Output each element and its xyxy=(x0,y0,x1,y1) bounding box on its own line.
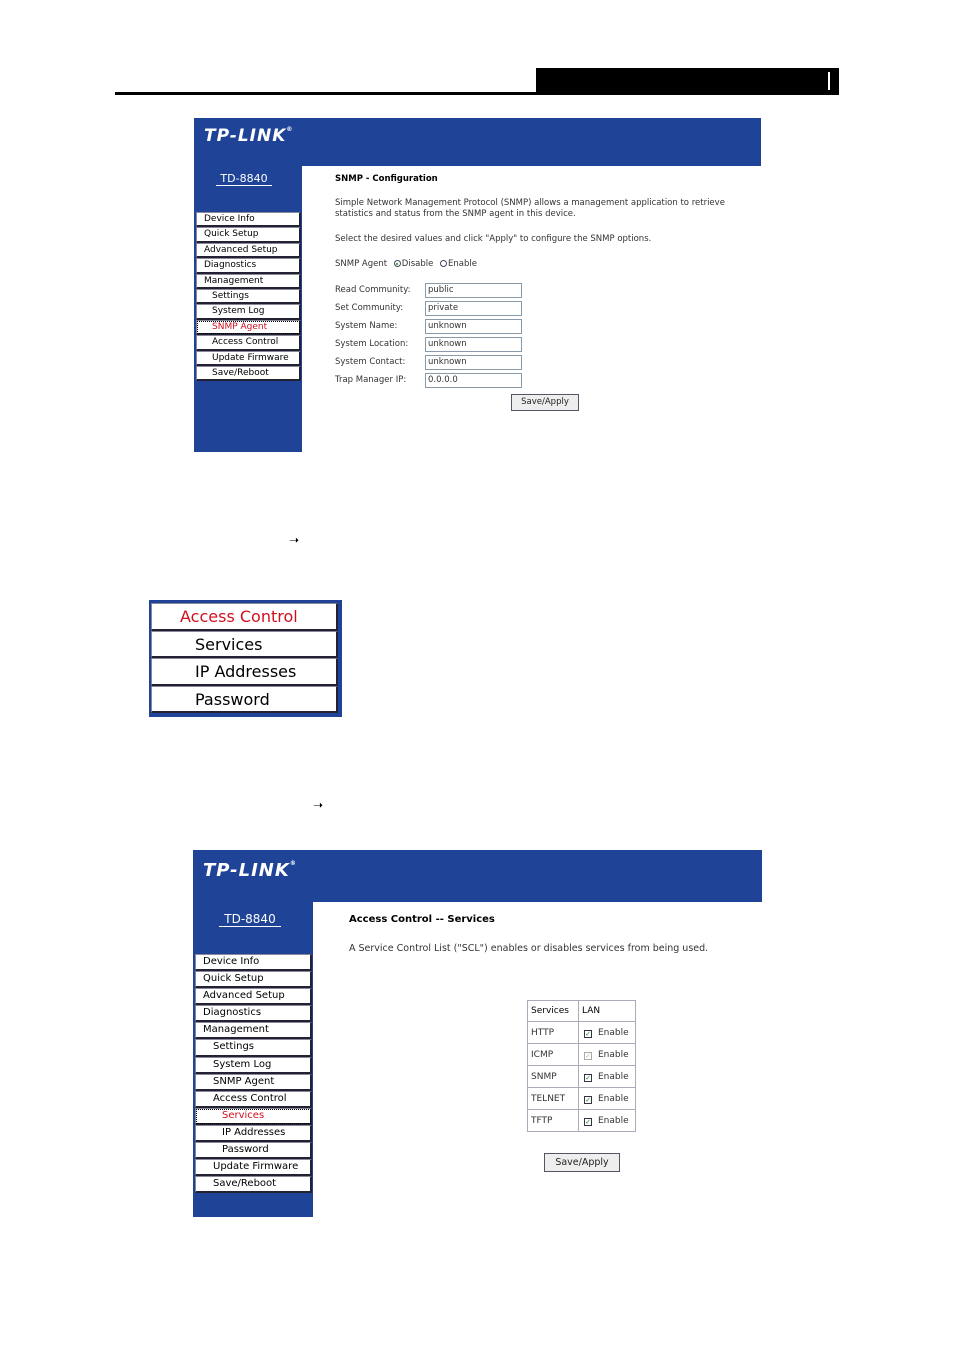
arrow-icon: ➝ xyxy=(313,798,324,812)
enable-label: Enable xyxy=(598,1027,629,1038)
read-community-row xyxy=(335,281,755,299)
menu-quick-setup[interactable]: Quick Setup xyxy=(196,227,301,242)
header-notch xyxy=(828,72,830,90)
system-contact-input[interactable]: unknown xyxy=(425,355,522,370)
lan-cell xyxy=(579,1022,636,1044)
trap-manager-row xyxy=(335,371,755,389)
lan-cell xyxy=(579,1066,636,1088)
sidebar-menu xyxy=(196,212,301,381)
lan-column-header: LAN xyxy=(579,1001,636,1022)
menu-access-control[interactable]: Access Control xyxy=(196,335,301,350)
menu-password[interactable]: Password xyxy=(195,1142,312,1159)
system-contact-row xyxy=(335,353,755,371)
sidebar xyxy=(194,166,302,452)
services-table xyxy=(527,1000,636,1132)
model-label: TD-8840 xyxy=(219,912,281,927)
trap-manager-input[interactable]: 0.0.0.0 xyxy=(425,373,522,388)
system-contact-label: System Contact: xyxy=(335,357,406,367)
model-label: TD-8840 xyxy=(216,172,272,186)
access-control-menu xyxy=(149,600,342,717)
page-title: Access Control -- Services xyxy=(349,914,495,925)
system-name-label: System Name: xyxy=(335,321,398,331)
enable-label: Enable xyxy=(598,1115,629,1126)
page-title: SNMP - Configuration xyxy=(335,174,438,184)
description: Simple Network Management Protocol (SNMP) allows a management application to retrieve statistics and status from the SNMP agent in this device. xyxy=(335,198,725,219)
brand-logo: TP-LINK® xyxy=(203,860,297,881)
menu-save-reboot[interactable]: Save/Reboot xyxy=(196,366,301,381)
menu-settings[interactable]: Settings xyxy=(195,1039,312,1056)
lan-cell xyxy=(579,1044,636,1066)
disable-label: Disable xyxy=(401,259,434,269)
services-content xyxy=(349,914,749,955)
set-community-row xyxy=(335,299,755,317)
menu-management[interactable]: Management xyxy=(195,1022,312,1039)
read-community-input[interactable]: public xyxy=(425,283,522,298)
snmp-agent-label: SNMP Agent xyxy=(335,259,388,269)
http-enable-checkbox[interactable]: ✓ xyxy=(585,1029,591,1038)
table-row xyxy=(528,1066,636,1088)
snmp-enable-checkbox[interactable]: ✓ xyxy=(585,1073,591,1082)
service-name: SNMP xyxy=(528,1066,579,1088)
menu-ip-addresses[interactable]: IP Addresses xyxy=(151,658,338,686)
menu-advanced-setup[interactable]: Advanced Setup xyxy=(196,243,301,258)
menu-save-reboot[interactable]: Save/Reboot xyxy=(195,1176,312,1193)
set-community-input[interactable]: private xyxy=(425,301,522,316)
enable-label: Enable xyxy=(598,1071,629,1082)
top-banner xyxy=(193,850,762,902)
table-row xyxy=(528,1088,636,1110)
service-name: TFTP xyxy=(528,1110,579,1132)
sidebar xyxy=(193,902,313,1217)
menu-device-info[interactable]: Device Info xyxy=(196,212,301,227)
disable-radio[interactable] xyxy=(394,260,401,267)
telnet-enable-checkbox[interactable]: ✓ xyxy=(585,1095,591,1104)
set-community-label: Set Community: xyxy=(335,303,404,313)
save-apply-button[interactable]: Save/Apply xyxy=(544,1153,620,1172)
menu-snmp-agent[interactable]: SNMP Agent xyxy=(196,320,301,335)
header-block xyxy=(536,68,839,94)
menu-system-log[interactable]: System Log xyxy=(196,304,301,319)
access-control-menu-list xyxy=(151,603,338,713)
arrow-icon: ➝ xyxy=(289,533,300,547)
enable-label: Enable xyxy=(448,259,477,269)
instruction: Select the desired values and click "Apply" to configure the SNMP options. xyxy=(335,234,652,244)
services-column-header: Services xyxy=(528,1001,579,1022)
lan-cell xyxy=(579,1110,636,1132)
menu-services[interactable]: Services xyxy=(151,631,338,659)
menu-diagnostics[interactable]: Diagnostics xyxy=(195,1005,312,1022)
menu-device-info[interactable]: Device Info xyxy=(195,954,312,971)
system-location-input[interactable]: unknown xyxy=(425,337,522,352)
menu-settings[interactable]: Settings xyxy=(196,289,301,304)
table-row xyxy=(528,1110,636,1132)
menu-update-firmware[interactable]: Update Firmware xyxy=(196,351,301,366)
snmp-screenshot xyxy=(194,118,761,452)
top-banner xyxy=(194,118,761,166)
menu-management[interactable]: Management xyxy=(196,274,301,289)
service-name: ICMP xyxy=(528,1044,579,1066)
menu-access-control[interactable]: Access Control xyxy=(151,603,338,631)
table-header-row xyxy=(528,1001,636,1022)
table-row xyxy=(528,1022,636,1044)
snmp-agent-row xyxy=(335,259,755,269)
header-rule xyxy=(115,92,839,95)
button-row xyxy=(335,394,755,411)
tftp-enable-checkbox[interactable]: ✓ xyxy=(585,1117,591,1126)
menu-diagnostics[interactable]: Diagnostics xyxy=(196,258,301,273)
system-name-input[interactable]: unknown xyxy=(425,319,522,334)
menu-ip-addresses[interactable]: IP Addresses xyxy=(195,1125,312,1142)
services-screenshot xyxy=(193,850,762,1217)
menu-advanced-setup[interactable]: Advanced Setup xyxy=(195,988,312,1005)
lan-cell xyxy=(579,1088,636,1110)
service-name: HTTP xyxy=(528,1022,579,1044)
icmp-enable-checkbox[interactable]: ✓ xyxy=(585,1051,591,1060)
system-location-row xyxy=(335,335,755,353)
service-name: TELNET xyxy=(528,1088,579,1110)
menu-snmp-agent[interactable]: SNMP Agent xyxy=(195,1074,312,1091)
snmp-content xyxy=(335,174,755,411)
menu-password[interactable]: Password xyxy=(151,686,338,714)
read-community-label: Read Community: xyxy=(335,285,411,295)
menu-system-log[interactable]: System Log xyxy=(195,1057,312,1074)
system-name-row xyxy=(335,317,755,335)
system-location-label: System Location: xyxy=(335,339,409,349)
menu-quick-setup[interactable]: Quick Setup xyxy=(195,971,312,988)
trap-manager-label: Trap Manager IP: xyxy=(335,375,407,385)
sidebar-menu xyxy=(195,954,312,1193)
menu-services[interactable]: Services xyxy=(195,1108,312,1125)
menu-access-control[interactable]: Access Control xyxy=(195,1091,312,1108)
enable-label: Enable xyxy=(598,1093,629,1104)
description: A Service Control List ("SCL") enables or disables services from being used. xyxy=(349,943,709,954)
table-row xyxy=(528,1044,636,1066)
enable-label: Enable xyxy=(598,1049,629,1060)
save-apply-button[interactable]: Save/Apply xyxy=(511,394,579,411)
enable-radio[interactable] xyxy=(440,260,447,267)
brand-logo: TP-LINK® xyxy=(204,126,294,146)
menu-update-firmware[interactable]: Update Firmware xyxy=(195,1159,312,1176)
